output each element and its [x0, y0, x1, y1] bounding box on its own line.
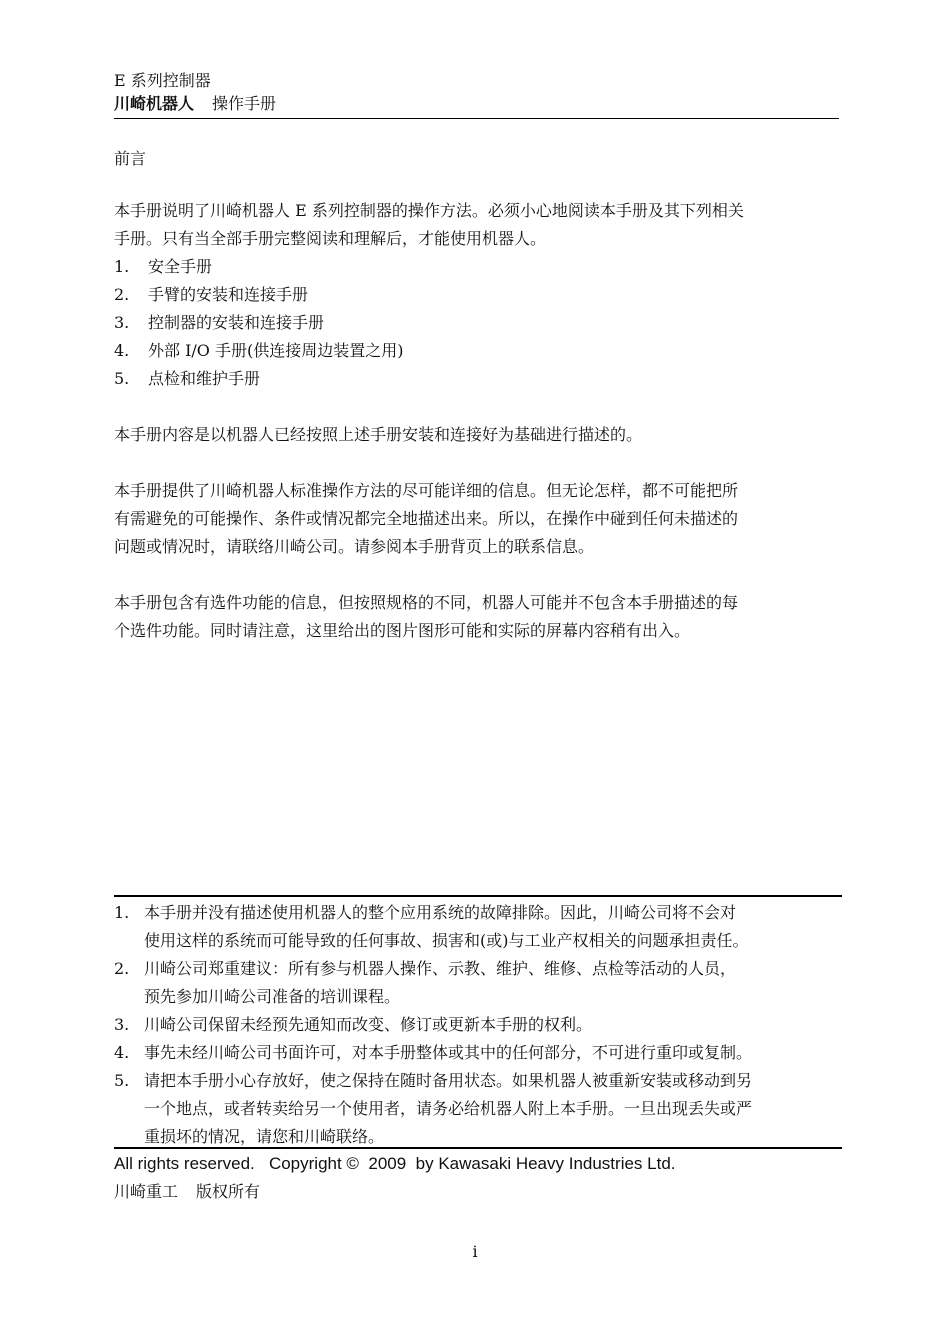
list-number: 4.	[114, 341, 130, 360]
related-manuals-list	[114, 253, 839, 393]
header-series: E 系列控制器	[114, 71, 211, 90]
list-text: 安全手册	[148, 257, 213, 276]
text-line: 使用这样的系统而可能导致的任何事故、损害和(或)与工业产权相关的问题承担责任。	[144, 931, 749, 950]
list-item	[114, 309, 839, 337]
text-line: 本手册提供了川崎机器人标准操作方法的尽可能详细的信息。但无论怎样，都不可能把所	[114, 481, 739, 500]
note-item	[114, 1039, 844, 1067]
basis-paragraph: 本手册内容是以机器人已经按照上述手册安装和连接好为基础进行描述的。	[114, 425, 643, 444]
preface-section	[114, 145, 839, 645]
note-text	[144, 899, 844, 955]
list-item	[114, 253, 839, 281]
options-paragraph	[114, 589, 839, 645]
text-line: 本手册包含有选件功能的信息，但按照规格的不同，机器人可能并不包含本手册描述的每	[114, 593, 739, 612]
detail-paragraph	[114, 477, 839, 561]
text-line: 请把本手册小心存放好，使之保持在随时备用状态。如果机器人被重新安装或移动到另	[144, 1071, 753, 1090]
list-text: 控制器的安装和连接手册	[148, 313, 325, 332]
list-text: 手臂的安装和连接手册	[148, 285, 309, 304]
text-line: 一个地点，或者转卖给另一个使用者，请务必给机器人附上本手册。一旦出现丢失或严	[144, 1099, 753, 1118]
list-number: 2.	[114, 285, 130, 304]
list-text: 外部 I/O 手册(供连接周边装置之用)	[148, 341, 404, 360]
list-item	[114, 337, 839, 365]
text-line: 个选件功能。同时请注意，这里给出的图片图形可能和实际的屏幕内容稍有出入。	[114, 621, 691, 640]
note-item	[114, 1067, 844, 1151]
note-item	[114, 1011, 844, 1039]
note-item	[114, 955, 844, 1011]
notes-bottom-divider	[114, 1147, 842, 1149]
note-number: 3.	[114, 1015, 130, 1034]
list-item	[114, 365, 839, 393]
intro-paragraph	[114, 197, 839, 253]
note-text	[144, 955, 844, 1011]
list-number: 1.	[114, 257, 130, 276]
text-line: 预先参加川崎公司准备的培训课程。	[144, 987, 401, 1006]
page-number: i	[472, 1242, 478, 1261]
note-item	[114, 899, 844, 955]
text-line: 有需避免的可能操作、条件或情况都完全地描述出来。所以，在操作中碰到任何未描述的	[114, 509, 739, 528]
notes-top-divider	[114, 895, 842, 897]
text-line: 手册。只有当全部手册完整阅读和理解后，才能使用机器人。	[114, 229, 547, 248]
note-number: 5.	[114, 1071, 130, 1090]
company-name: 川崎重工	[114, 1182, 179, 1201]
text-line: 重损坏的情况，请您和川崎联络。	[144, 1127, 385, 1146]
list-number: 5.	[114, 369, 130, 388]
note-number: 4.	[114, 1043, 130, 1062]
text-line: 川崎公司郑重建议：所有参与机器人操作、示教、维护、维修、点检等活动的人员，	[144, 959, 737, 978]
rights-label: 版权所有	[196, 1182, 261, 1201]
text-line: 本手册并没有描述使用机器人的整个应用系统的故障排除。因此，川崎公司将不会对	[144, 903, 737, 922]
preface-title: 前言	[114, 149, 147, 168]
text-line: 本手册说明了川崎机器人 E 系列控制器的操作方法。必须小心地阅读本手册及其下列相关	[114, 201, 744, 220]
text-line: 川崎公司保留未经预先通知而改变、修订或更新本手册的权利。	[144, 1015, 593, 1034]
list-item	[114, 281, 839, 309]
text-line: 事先未经川崎公司书面许可，对本手册整体或其中的任何部分，不可进行重印或复制。	[144, 1043, 753, 1062]
note-number: 1.	[114, 903, 130, 922]
header-title-line	[114, 92, 839, 116]
header-brand: 川崎机器人	[114, 94, 195, 113]
company-rights	[114, 1180, 260, 1204]
notes-list	[114, 899, 844, 1151]
copyright-notice: All rights reserved. Copyright © 2009 by Kawasaki Heavy Industries Ltd.	[114, 1154, 676, 1173]
header-divider	[114, 118, 839, 119]
header-doc-name: 操作手册	[212, 94, 277, 113]
text-line: 问题或情况时，请联络川崎公司。请参阅本手册背页上的联系信息。	[114, 537, 595, 556]
list-number: 3.	[114, 313, 130, 332]
page-header	[114, 70, 839, 116]
note-number: 2.	[114, 959, 130, 978]
note-text	[144, 1011, 844, 1039]
note-text	[144, 1039, 844, 1067]
note-text	[144, 1067, 844, 1151]
list-text: 点检和维护手册	[148, 369, 261, 388]
